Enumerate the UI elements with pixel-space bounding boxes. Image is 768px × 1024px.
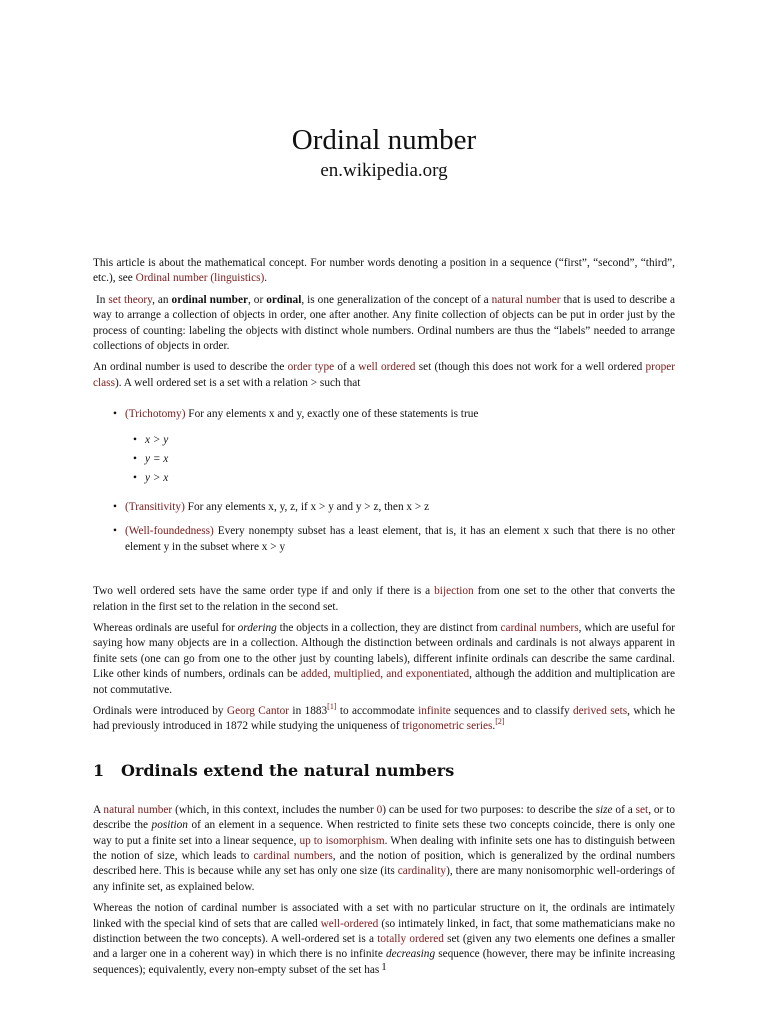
link-transitivity[interactable]: (Transitivity) (125, 500, 185, 513)
link-infinite[interactable]: infinite (418, 704, 451, 717)
link-order-type[interactable]: order type (287, 361, 335, 374)
link-zero[interactable]: 0 (376, 803, 383, 816)
link-well-foundedness[interactable]: (Well-foundedness) (125, 525, 214, 538)
article-body (93, 256, 675, 984)
link-trigonometric-series[interactable]: trigonometric series (402, 720, 493, 733)
link-derived-sets[interactable]: derived sets (572, 704, 628, 717)
link-proper-class[interactable]: proper class (93, 361, 676, 389)
link-set[interactable]: set (635, 803, 649, 816)
hatnote: This article is about the mathematical concept. For number words denoting a position in a sequence (“first”, “second”, “third”, etc.), see Ordinal number (linguistics). (93, 257, 675, 285)
bijection-paragraph: Two well ordered sets have the same order type if and only if there is a bijection from one set to the other that converts the relation in the first set to the relation in the second set. (93, 585, 675, 613)
link-up-to-isomorphism[interactable]: up to isomorphism (299, 834, 385, 847)
link-well-ordered[interactable]: well-ordered (320, 917, 379, 930)
well-order-properties-list (93, 407, 675, 555)
list-item-trichotomy: • (Trichotomy) For any elements x and y, exactly one of these statements is true • x > y • y = x • y > x (125, 407, 675, 487)
order-type-paragraph: An ordinal number is used to describe the order type of a well ordered set (though this does not work for a well ordered proper class). A well ordered set is a set with a relation > such that (93, 361, 676, 389)
link-cardinality[interactable]: cardinality (397, 865, 447, 878)
link-ordinal-arithmetic[interactable]: added, multiplied, and exponentiated (300, 668, 470, 681)
list-item: • y = x (145, 452, 675, 467)
section-number: 1 (93, 760, 105, 780)
citation-1[interactable]: [1] (327, 702, 337, 712)
link-ordinal-number-linguistics[interactable]: Ordinal number (linguistics) (135, 272, 265, 285)
link-cardinal-numbers[interactable]: cardinal numbers (500, 621, 579, 634)
link-cardinal-numbers[interactable]: cardinal numbers (253, 849, 333, 862)
trichotomy-cases-list (125, 433, 675, 487)
term-ordinal-number: ordinal number (171, 293, 248, 306)
list-item: • x > y (145, 433, 675, 448)
term-ordinal: ordinal (266, 293, 302, 306)
well-ordered-paragraph: Whereas the notion of cardinal number is associated with a set with no particular structure on it, the ordinals are intimately linked with the special kind of sets that are called well-ordered (so intimately linked, in fact, that some mathematicians make no distinction between the two concepts). A well-ordered set is a totally ordered set (given any two elements one defines a smaller and a larger one in a coherent way) in which there is no infinite decreasing sequence (however, there may be infinite increasing sequences); equivalently, every non-empty subset of the set has (93, 902, 676, 976)
natural-numbers-paragraph: A natural number (which, in this context, includes the number 0) can be used for two purposes: to describe the size of a set, or to describe the position of an element in a sequence. When restricted to finite sets these two concepts coincide, there is only one way to put a finite set into a linear sequence, up to isomorphism. When dealing with infinite sets one has to distinguish between the notion of size, which leads to cardinal numbers, and the notion of position, which is generalized by the ordinal numbers described here. This is because while any set has only one size (its cardinality), there are many nonisomorphic well-orderings of any infinite set, as explained below. (93, 803, 676, 893)
page-title: Ordinal number (291, 124, 477, 156)
link-well-ordered[interactable]: well ordered (358, 361, 416, 374)
list-item-transitivity: • (Transitivity) For any elements x, y, z, if x > y and y > z, then x > z (125, 500, 675, 515)
history-paragraph: Ordinals were introduced by Georg Cantor in 1883[1] to accommodate infinite sequences and to classify derived sets, which he had previously introduced in 1872 while studying the uniqueness of trigonometric series.[2] (93, 702, 675, 733)
link-georg-cantor[interactable]: Georg Cantor (226, 704, 290, 717)
section-heading (93, 761, 675, 781)
page-subtitle: en.wikipedia.org (320, 160, 448, 181)
citation-2[interactable]: [2] (495, 717, 505, 727)
link-natural-number[interactable]: natural number (491, 293, 561, 306)
link-natural-number[interactable]: natural number (103, 803, 173, 816)
spacer (93, 564, 675, 584)
list-item: • y > x (145, 471, 675, 486)
cardinals-paragraph: Whereas ordinals are useful for ordering the objects in a collection, they are distinct from cardinal numbers, which are useful for saying how many objects are in a collection. Although the distinction between ordinals and cardinals is not always apparent in finite sets (one can go from one to the other just by counting labels), different infinite ordinals can describe the same cardinal. Like other kinds of numbers, ordinals can be added, multiplied, and exponentiated, although the addition and multiplication are not commutative. (93, 621, 676, 696)
list-item-well-foundedness: • (Well-foundedness) Every nonempty subset has a least element, that is, it has an element x such that there is no other element y in the subset where x > y (125, 524, 675, 555)
page-number: 1 (381, 961, 387, 973)
intro-paragraph: In set theory, an ordinal number, or ordinal, is one generalization of the concept of a natural number that is used to describe a way to arrange a collection of objects in order, one after another. Any finite collection of objects can be put in order just by the process of counting: labeling the objects with distinct whole numbers. Ordinal numbers are thus the “labels” needed to arrange collections of objects in order. (93, 293, 676, 353)
link-trichotomy[interactable]: (Trichotomy) (125, 408, 186, 421)
section-title: Ordinals extend the natural numbers (121, 760, 455, 780)
link-bijection[interactable]: bijection (434, 585, 474, 598)
link-set-theory[interactable]: set theory (108, 293, 153, 306)
link-totally-ordered[interactable]: totally ordered (377, 933, 444, 945)
